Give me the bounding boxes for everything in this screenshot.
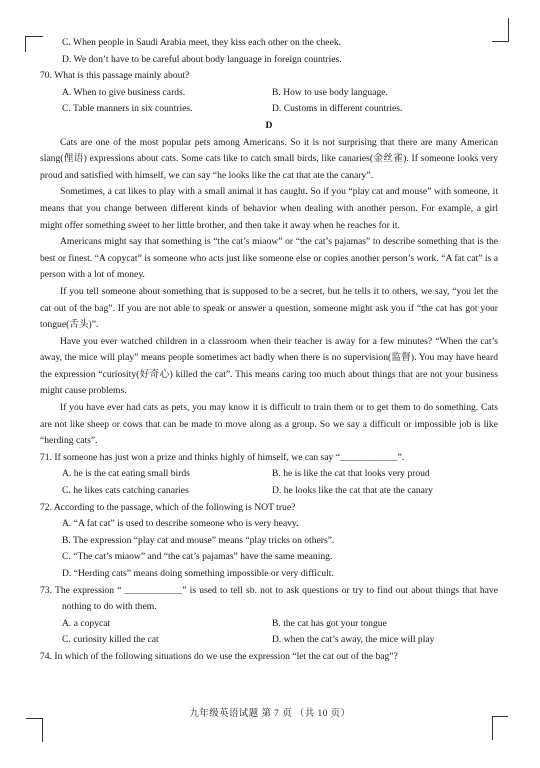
q71-option-d: D. he looks like the cat that ate the canary (272, 485, 433, 497)
question-73: 73. The expression “ ____________” is used to tell sb. not to ask questions or try to find out about things that have nothing to do with them. (40, 584, 498, 613)
passage-paragraph-6: If you have ever had cats as pets, you may know it is difficult to train them or to get them to do something. Cats are not like sheep or cows that can be made to move along as a group. So we say a difficult or impossible job is like “herding cats”. (40, 402, 498, 447)
q70-option-c: C. Table manners in six countries. (62, 103, 193, 115)
q73-option-b: B. the cat has got your tongue (272, 617, 387, 629)
question-70: 70. What is this passage mainly about? (40, 70, 190, 82)
q71-options-row1 (40, 466, 498, 483)
q70-option-d: D. Customs in different countries. (272, 103, 403, 115)
q70-options-row2 (40, 101, 498, 118)
question-72: 72. According to the passage, which of the following is NOT true? (40, 501, 296, 513)
q70-option-b: B. How to use body language. (272, 86, 388, 98)
passage-paragraph-5: Have you ever watched children in a classroom when their teacher is away for a few minutes? “When the cat’s away, the mice will play” means people sometimes act badly when there is no supervision(监督). You may have heard the expression “curiosity(好奇心) killed the cat”. This means caring too much about things that are not your business might cause problems. (40, 335, 498, 397)
passage-paragraph-2: Sometimes, a cat likes to play with a small animal it has caught. So if you “play cat and mouse” with someone, it means that you change between different kinds of behavior when dealing with another person. For example, a girl might offer something sweet to her little brother, and then take it away when he reaches for it. (40, 186, 498, 231)
section-heading: D (265, 119, 273, 131)
question-74: 74. In which of the following situations do we use the expression “let the cat out of the bag”? (40, 650, 398, 662)
crop-mark-top-left (25, 36, 26, 52)
page-footer: 九年级英语试题 第 7 页 （共 10 页） (189, 709, 351, 719)
crop-mark-bottom-left-v (42, 718, 43, 742)
q71-option-c: C. he likes cats catching canaries (62, 485, 189, 497)
q70-option-a: A. When to give business cards. (62, 86, 186, 98)
q71-option-b: B. he is like the cat that looks very proud (272, 468, 430, 480)
page-content (40, 35, 498, 666)
passage-paragraph-4: If you tell someone about something that is supposed to be a secret, but he tells it to others, we say, “you let the cat out of the bag”. If you are not able to speak or answer a question, someone might ask you if “the cat has got your tongue(舌头)”. (40, 285, 498, 331)
q73-options-row2 (40, 632, 498, 649)
q72-option-b: B. The expression “play cat and mouse” means “play tricks on others”. (62, 534, 335, 546)
question-71: 71. If someone has just won a prize and thinks highly of himself, we can say “____________”. (40, 451, 405, 463)
passage-paragraph-1: Cats are one of the most popular pets among Americans. So it is not surprising that there are many American slang(俚语) expressions about cats. Some cats like to catch small birds, like canaries(金丝雀). If someone looks very proud and satisfied with himself, we can say “he looks like the cat that ate the canary”. (40, 136, 498, 181)
q72-option-a: A. “A fat cat” is used to describe someone who is very heavy. (62, 518, 299, 530)
crop-mark-top-right (508, 18, 509, 42)
q69-option-d: D. We don’t have to be careful about body language in foreign countries. (62, 53, 342, 65)
q70-options-row1 (40, 85, 498, 102)
q72-option-d: D. “Herding cats” means doing something impossible or very difficult. (62, 568, 334, 579)
q72-option-c: C. “The cat’s miaow” and “the cat’s pajamas” have the same meaning. (62, 551, 333, 563)
q69-option-c: C. When people in Saudi Arabia meet, they kiss each other on the cheek. (62, 37, 342, 48)
q73-option-d: D. when the cat’s away, the mice will play (272, 634, 435, 646)
q73-options-row1 (40, 616, 498, 633)
q71-option-a: A. he is the cat eating small birds (62, 468, 190, 480)
crop-mark-bottom-right (492, 716, 493, 740)
q73-option-a: A. a copycat (62, 617, 111, 629)
passage-paragraph-3: Americans might say that something is “the cat’s miaow” or “the cat’s pajamas” to describe something that is the best or finest. “A copycat” is someone who acts just like someone else or copies another person’s work. “A fat cat” is a person with a lot of money. (40, 236, 498, 281)
q71-options-row2 (40, 483, 498, 500)
q73-option-c: C. curiosity killed the cat (62, 634, 159, 646)
